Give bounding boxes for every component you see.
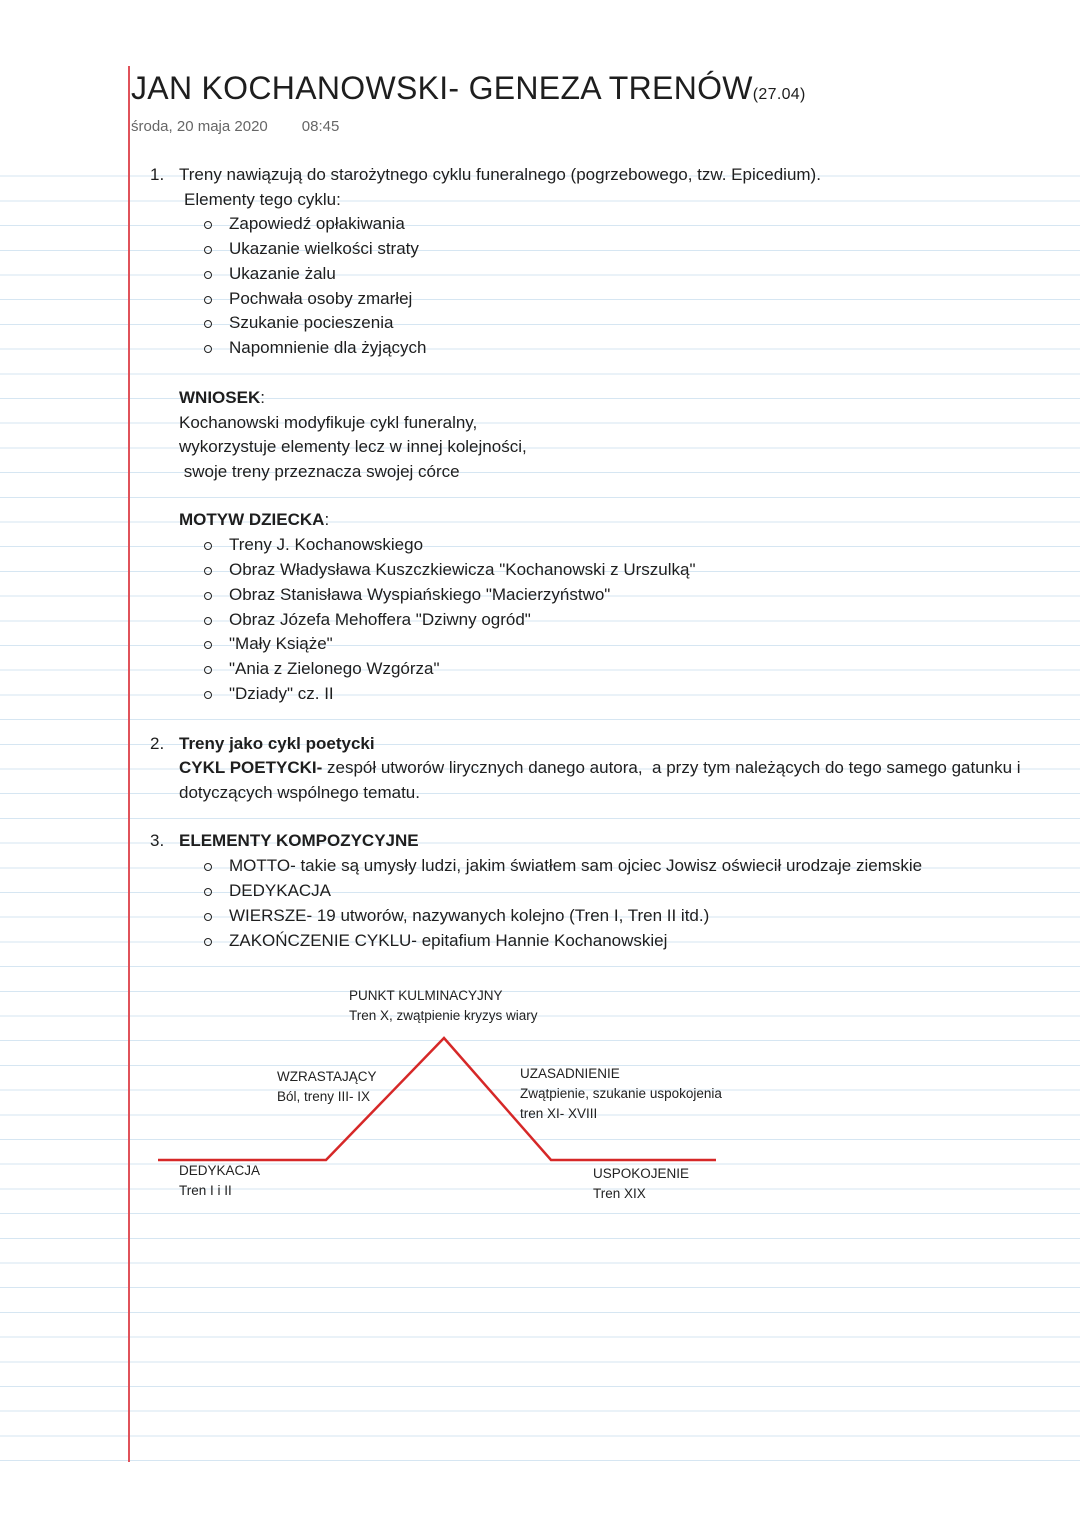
poetic-cycle-term: CYKL POETYCKI- xyxy=(179,758,323,777)
section-3-number: 3. xyxy=(150,831,165,850)
section-1-number: 1. xyxy=(150,165,165,184)
conclusion-line: wykorzystuje elementy lecz w innej kolejności, xyxy=(179,437,527,456)
list-item: "Mały Książe" xyxy=(201,632,696,657)
list-item: ZAKOŃCZENIE CYKLU- epitafium Hannie Kochanowskiej xyxy=(201,929,922,954)
list-item: Treny J. Kochanowskiego xyxy=(201,533,696,558)
section-2-heading-text: Treny jako cykl poetycki xyxy=(179,734,375,753)
climax-label: PUNKT KULMINACYJNY xyxy=(349,988,503,1003)
list-item: Szukanie pocieszenia xyxy=(201,311,427,336)
conclusion-label: WNIOSEK xyxy=(179,388,261,407)
rising-label: WZRASTAJĄCY xyxy=(277,1069,377,1084)
definition-text: zespół utworów lirycznych danego autora, a przy tym należących do tego samego gatunku i xyxy=(322,758,1021,777)
falling-detail-treny: tren XI- XVIII xyxy=(520,1106,598,1121)
list-item: MOTTO- takie są umysły ludzi, jakim światłem sam ojciec Jowisz oświecił urodzaje ziemskie xyxy=(201,854,922,879)
conclusion-line: Kochanowski modyfikuje cykl funeralny, xyxy=(179,413,478,432)
child-motif-heading: MOTYW DZIECKA: xyxy=(179,510,330,529)
section-3-heading-text: ELEMENTY KOMPOZYCYJNE xyxy=(179,831,419,850)
dedication-label: DEDYKACJA xyxy=(179,1163,261,1178)
list-item: Ukazanie żalu xyxy=(201,262,427,287)
title-date-suffix: (27.04) xyxy=(752,86,806,103)
list-item: WIERSZE- 19 utworów, nazywanych kolejno (Tren I, Tren II itd.) xyxy=(201,904,922,929)
climax-detail: Tren X, zwątpienie kryzys wiary xyxy=(349,1008,538,1023)
calm-detail: Tren XIX xyxy=(593,1186,646,1201)
section-2-number: 2. xyxy=(150,734,165,753)
list-item: Ukazanie wielkości straty xyxy=(201,237,427,262)
list-item: Zapowiedź opłakiwania xyxy=(201,212,427,237)
section-1-elements-label: Elementy tego cyklu: xyxy=(184,190,341,209)
list-item: "Ania z Zielonego Wzgórza" xyxy=(201,657,696,682)
list-item: Obraz Stanisława Wyspiańskiego "Macierzyństwo" xyxy=(201,583,696,608)
conclusion-heading: WNIOSEK: xyxy=(179,388,265,407)
list-item: DEDYKACJA xyxy=(201,879,922,904)
conclusion-line: swoje treny przeznacza swojej córce xyxy=(179,462,460,481)
definition-continuation: dotyczących wspólnego tematu. xyxy=(179,783,420,802)
rising-detail: Ból, treny III- IX xyxy=(277,1089,371,1104)
list-item: Obraz Władysława Kuszczkiewicza "Kochanowski z Urszulką" xyxy=(201,558,696,583)
falling-detail: Zwątpienie, szukanie uspokojenia xyxy=(520,1086,722,1101)
falling-label: UZASADNIENIE xyxy=(520,1066,620,1081)
list-item: Napomnienie dla żyjących xyxy=(201,336,427,361)
list-item: Obraz Józefa Mehoffera "Dziwny ogród" xyxy=(201,608,696,633)
note-time: 08:45 xyxy=(301,118,340,135)
dedication-detail: Tren I i II xyxy=(179,1183,232,1198)
calm-label: USPOKOJENIE xyxy=(593,1166,690,1181)
list-item: Pochwała osoby zmarłej xyxy=(201,287,427,312)
title-text: JAN KOCHANOWSKI- GENEZA TRENÓW xyxy=(131,70,753,106)
section-1-intro: Treny nawiązują do starożytnego cyklu funeralnego (pogrzebowego, tzw. Epicedium). xyxy=(179,165,821,184)
child-motif-label: MOTYW DZIECKA xyxy=(179,510,325,529)
note-date: środa, 20 maja 2020 xyxy=(131,118,268,135)
list-item: "Dziady" cz. II xyxy=(201,682,696,707)
